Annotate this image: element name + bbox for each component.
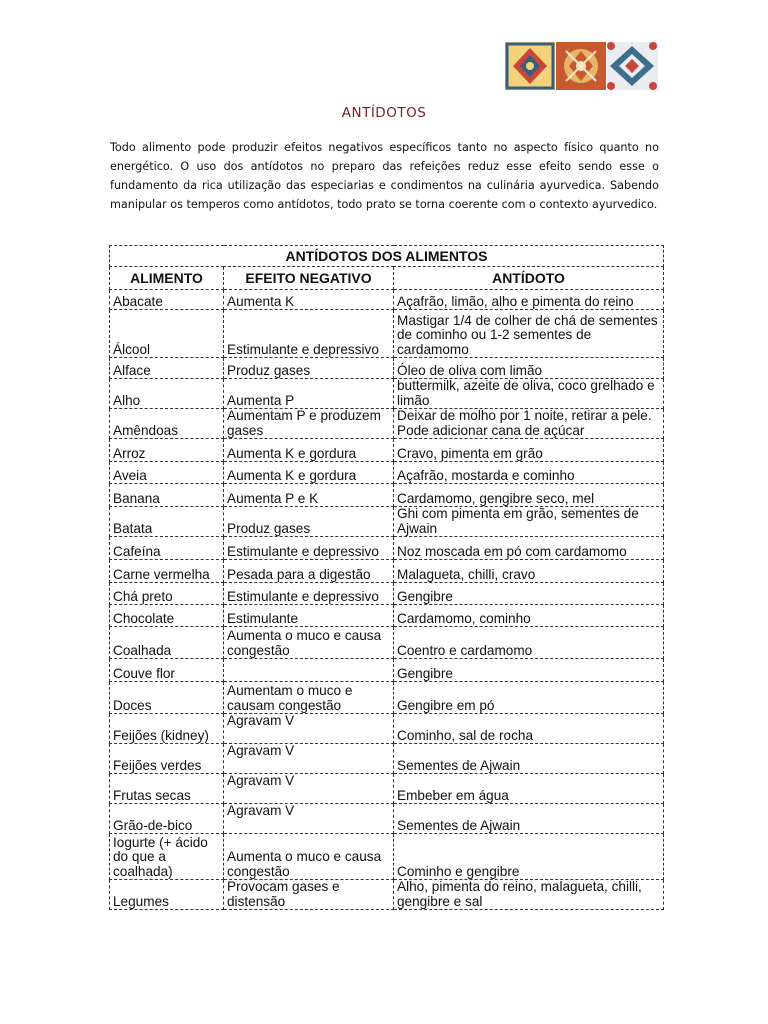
cell-food: Grão-de-bico — [110, 804, 224, 834]
cell-antidote: Gengibre em pó — [394, 682, 664, 714]
cell-food: Batata — [110, 507, 224, 537]
table-row — [110, 627, 664, 659]
table-row — [110, 834, 664, 880]
table-row — [110, 358, 664, 379]
table-row — [110, 774, 664, 804]
cell-food: Legumes — [110, 880, 224, 910]
cell-food: Couve flor — [110, 659, 224, 682]
cell-antidote: Gengibre — [394, 659, 664, 682]
cell-food: Coalhada — [110, 627, 224, 659]
cell-antidote: Cardamomo, gengibre seco, mel — [394, 484, 664, 507]
table-row — [110, 462, 664, 484]
cell-negative-effect: Estimulante e depressivo — [224, 537, 394, 560]
cell-food: Chocolate — [110, 605, 224, 627]
table-row — [110, 605, 664, 627]
cell-negative-effect: Agravam V — [224, 774, 394, 804]
intro-paragraph: Todo alimento pode produzir efeitos negativos específicos tanto no aspecto físico quanto no energético. O uso dos antídotos no preparo das refeições reduz esse efeito sendo esse o fundamento da rica utilização das especiarias e condimentos na culinária ayurvedica. Sabendo manipular os temperos como antídotos, todo prato se torna coerente com o contexto ayurvedico. — [110, 141, 659, 211]
table-row — [110, 682, 664, 714]
cell-food: Aveia — [110, 462, 224, 484]
cell-negative-effect: Aumenta o muco e causa congestão — [224, 627, 394, 659]
cell-antidote: Cominho e gengibre — [394, 834, 664, 880]
cell-antidote: buttermilk, azeite de oliva, coco grelhado e limão — [394, 379, 664, 409]
cell-negative-effect: Pesada para a digestão — [224, 560, 394, 583]
cell-antidote: Óleo de oliva com limão — [394, 358, 664, 379]
cell-antidote: Açafrão, limão, alho e pimenta do reino — [394, 290, 664, 310]
cell-food: Carne vermelha — [110, 560, 224, 583]
cell-food: Frutas secas — [110, 774, 224, 804]
table-row — [110, 560, 664, 583]
cell-antidote: Gengibre — [394, 583, 664, 605]
cell-antidote: Malagueta, chilli, cravo — [394, 560, 664, 583]
cell-negative-effect: Agravam V — [224, 804, 394, 834]
cell-food: Doces — [110, 682, 224, 714]
cell-negative-effect: Estimulante — [224, 605, 394, 627]
cell-negative-effect: Estimulante e depressivo — [224, 310, 394, 358]
cell-negative-effect: Aumentam P e produzem gases — [224, 409, 394, 439]
cell-antidote: Cravo, pimenta em grão — [394, 439, 664, 462]
table-row — [110, 484, 664, 507]
table-row — [110, 379, 664, 409]
cell-negative-effect — [224, 659, 394, 682]
cell-negative-effect: Estimulante e depressivo — [224, 583, 394, 605]
cell-negative-effect: Aumenta K e gordura — [224, 439, 394, 462]
cell-food: Cafeína — [110, 537, 224, 560]
cell-negative-effect: Produz gases — [224, 358, 394, 379]
table-row — [110, 290, 664, 310]
cell-food: Banana — [110, 484, 224, 507]
cell-antidote: Ghi com pimenta em grão, sementes de Ajwain — [394, 507, 664, 537]
cell-negative-effect: Agravam V — [224, 744, 394, 774]
cell-antidote: Coentro e cardamomo — [394, 627, 664, 659]
cell-antidote: Embeber em água — [394, 774, 664, 804]
table-row — [110, 880, 664, 910]
cell-negative-effect: Aumenta o muco e causa congestão — [224, 834, 394, 880]
antidotes-table — [109, 245, 664, 910]
cell-negative-effect: Provocam gases e distensão — [224, 880, 394, 910]
table-row — [110, 659, 664, 682]
table-row — [110, 310, 664, 358]
cell-negative-effect: Aumentam o muco e causam congestão — [224, 682, 394, 714]
cell-antidote: Cominho, sal de rocha — [394, 714, 664, 744]
cell-antidote: Noz moscada em pó com cardamomo — [394, 537, 664, 560]
cell-food: Álcool — [110, 310, 224, 358]
table-row — [110, 714, 664, 744]
cell-negative-effect: Aumenta P e K — [224, 484, 394, 507]
cell-food: Arroz — [110, 439, 224, 462]
table-row — [110, 507, 664, 537]
cell-negative-effect: Produz gases — [224, 507, 394, 537]
cell-antidote: Mastigar 1/4 de colher de chá de sementes de cominho ou 1-2 sementes de cardamomo — [394, 310, 664, 358]
table-caption: ANTÍDOTOS DOS ALIMENTOS — [110, 246, 664, 267]
cell-antidote: Cardamomo, cominho — [394, 605, 664, 627]
decorative-tiles-icon — [505, 42, 658, 90]
cell-food: Abacate — [110, 290, 224, 310]
table-row — [110, 744, 664, 774]
cell-negative-effect: Agravam V — [224, 714, 394, 744]
page-title: ANTÍDOTOS — [341, 105, 427, 121]
column-header-negative-effect: EFEITO NEGATIVO — [224, 267, 394, 290]
cell-food: Feijões verdes — [110, 744, 224, 774]
cell-antidote: Sementes de Ajwain — [394, 744, 664, 774]
cell-food: Feijões (kidney) — [110, 714, 224, 744]
cell-food: Chá preto — [110, 583, 224, 605]
column-header-food: ALIMENTO — [110, 267, 224, 290]
table-row — [110, 409, 664, 439]
cell-antidote: Sementes de Ajwain — [394, 804, 664, 834]
cell-antidote: Açafrão, mostarda e cominho — [394, 462, 664, 484]
cell-negative-effect: Aumenta P — [224, 379, 394, 409]
cell-negative-effect: Aumenta K — [224, 290, 394, 310]
table-row — [110, 439, 664, 462]
cell-food: Alho — [110, 379, 224, 409]
cell-antidote: Alho, pimenta do reino, malagueta, chilli, gengibre e sal — [394, 880, 664, 910]
column-header-antidote: ANTÍDOTO — [394, 267, 664, 290]
cell-antidote: Deixar de molho por 1 noite, retirar a pele. Pode adicionar cana de açúcar — [394, 409, 664, 439]
cell-food: Alface — [110, 358, 224, 379]
table-row — [110, 537, 664, 560]
cell-negative-effect: Aumenta K e gordura — [224, 462, 394, 484]
cell-food: Iogurte (+ ácido do que a coalhada) — [110, 834, 224, 880]
table-row — [110, 583, 664, 605]
table-row — [110, 804, 664, 834]
cell-food: Amêndoas — [110, 409, 224, 439]
